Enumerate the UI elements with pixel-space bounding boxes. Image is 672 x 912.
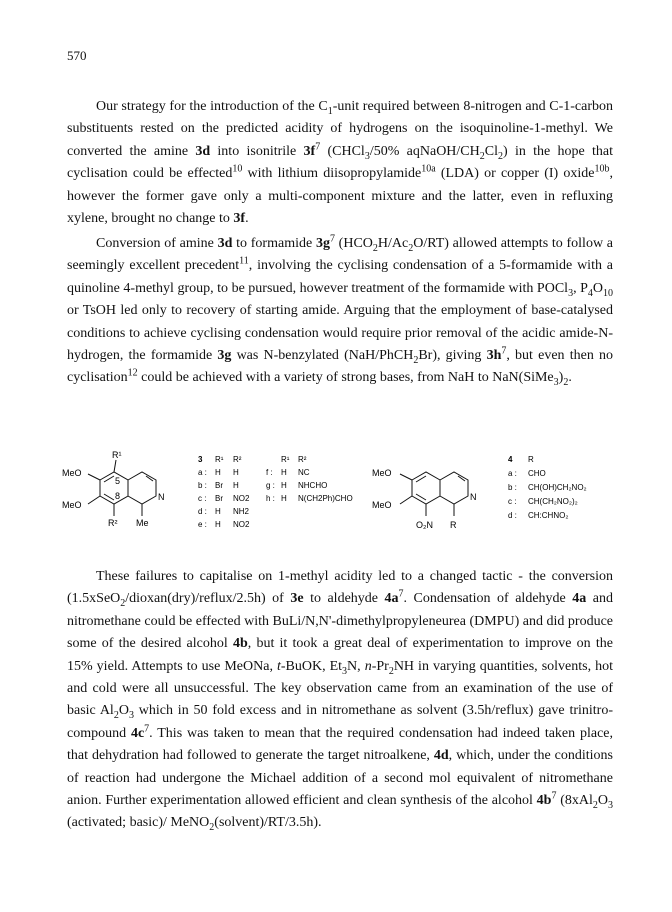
table3-row-d-r2: NH2 bbox=[233, 507, 250, 516]
text-run: These failures to capitalise on 1-methyl acidity led to a changed tactic - the conversion (1.5xSeO bbox=[67, 569, 613, 607]
text-run: O bbox=[597, 793, 608, 809]
table4-row-c-r: CH(CH₂NO₂)₂ bbox=[528, 497, 578, 506]
text-run: 2 bbox=[413, 354, 419, 366]
text-run: to aldehyde bbox=[303, 591, 385, 607]
text-run: O bbox=[118, 703, 129, 719]
text-run: Our strategy for the introduction of the C bbox=[96, 99, 328, 114]
text-run: 4b bbox=[232, 636, 248, 652]
text-run: 3f bbox=[233, 211, 246, 227]
left-r1-label: R¹ bbox=[112, 450, 122, 460]
text-run: 4a bbox=[384, 591, 399, 607]
text-run: ) in the hope that cyclisation could be effected bbox=[67, 143, 613, 182]
text-run: O/RT) allowed attempts to follow a seemingly excellent precedent bbox=[67, 236, 613, 274]
text-run: NH in varying quantities, solvents, hot and cold were all unsuccessful. The key observation came from an examination of the use of basic Al bbox=[67, 658, 613, 719]
text-run: 4 bbox=[587, 287, 593, 299]
text-run: 3 bbox=[608, 799, 613, 811]
page-number: 570 bbox=[67, 48, 87, 63]
text-run: (HCO bbox=[334, 236, 373, 251]
text-run: was N-benzylated (NaH/PhCH bbox=[231, 348, 414, 364]
text-run: 4c bbox=[130, 725, 145, 741]
text-run: 7 bbox=[144, 723, 150, 735]
text-run: . bbox=[568, 370, 572, 386]
text-run: 3 bbox=[568, 287, 574, 299]
text-run: N, bbox=[347, 658, 365, 674]
table3-row-a-r2: H bbox=[233, 468, 239, 477]
table4-title: 4 bbox=[508, 455, 513, 464]
table3-row-a-r1: H bbox=[215, 468, 221, 477]
table-4 bbox=[508, 455, 587, 520]
text-run: (activated; basic)/ MeNO bbox=[67, 815, 210, 831]
text-run: -BuOK, Et bbox=[280, 658, 343, 674]
table3-header-r1b: R¹ bbox=[281, 455, 290, 464]
left-meo-top-label: MeO bbox=[62, 468, 82, 478]
text-run: 1 bbox=[327, 105, 333, 117]
text-run: /dioxan(dry)/reflux/2.5h) of bbox=[125, 591, 291, 607]
table3-row-h-r1: H bbox=[281, 494, 287, 503]
table3-row-h-key: h : bbox=[266, 494, 275, 503]
text-run: n bbox=[364, 658, 372, 674]
table3-header-r2: R² bbox=[233, 455, 242, 464]
text-run: 3g bbox=[315, 236, 330, 251]
table3-row-f-key: f : bbox=[266, 468, 273, 477]
text-run: 10 bbox=[232, 163, 243, 175]
text-run: 4b bbox=[536, 793, 552, 809]
text-run: which in 50 fold excess and in nitromethane as solvent (3.5h/reflux) gave trinitro-compound bbox=[67, 703, 613, 741]
right-meo-top-label: MeO bbox=[372, 468, 392, 478]
table4-row-b-r: CH(OH)CH₂NO₂ bbox=[528, 483, 587, 492]
table4-row-a-r: CHO bbox=[528, 469, 546, 478]
text-run: 3d bbox=[217, 236, 233, 251]
right-meo-bottom-label: MeO bbox=[372, 500, 392, 510]
table4-row-a-key: a : bbox=[508, 469, 517, 478]
table3-row-g-r2: NHCHO bbox=[298, 481, 328, 490]
table4-row-d-key: d : bbox=[508, 511, 517, 520]
text-run: (LDA) or copper (I) oxide bbox=[435, 166, 595, 182]
text-run: or TsOH led only to recovery of starting amide. Arguing that the employment of base-catalysed conditions to achieve cyclising condensation would require prior removal of the acidic amide-N-hydrogen, the formamide bbox=[67, 303, 613, 364]
table3-row-b-key: b : bbox=[198, 481, 207, 490]
table3-title: 3 bbox=[198, 455, 203, 464]
text-run: . Condensation of aldehyde bbox=[403, 591, 573, 607]
text-run: -unit required between 8-nitrogen and C-1-carbon substituents rested on the predicted acidity of hydrogens on the isoquinoline-1-methyl. We converted the amine bbox=[67, 99, 613, 159]
text-run: (CHCl bbox=[320, 143, 365, 159]
table3-row-d-r1: H bbox=[215, 507, 221, 516]
paragraph-strategy bbox=[67, 96, 613, 230]
text-run: 2 bbox=[209, 822, 215, 834]
isoquinoline-right bbox=[400, 472, 468, 516]
text-run: 4d bbox=[433, 748, 449, 764]
text-run: 3 bbox=[553, 377, 559, 389]
text-run: 3 bbox=[128, 710, 134, 722]
left-me-label: Me bbox=[136, 518, 149, 528]
table3-row-b-r1: Br bbox=[215, 481, 223, 490]
table3-row-g-key: g : bbox=[266, 481, 275, 490]
text-run: 3g bbox=[217, 348, 232, 364]
text-run: 2 bbox=[388, 665, 394, 677]
table3-header-r2b: R² bbox=[298, 455, 307, 464]
text-run: , which, under the conditions of reaction had undergone the Michael addition of a second mol equivalent of nitromethane anion. Further experimentation allowed efficient and clean synthesis of the alcohol bbox=[67, 748, 613, 809]
text-run: 10b bbox=[594, 163, 610, 175]
left-meo-bottom-label: MeO bbox=[62, 500, 82, 510]
table3-row-b-r2: H bbox=[233, 481, 239, 490]
text-run: Conversion of amine bbox=[96, 236, 218, 251]
text-run: to formamide bbox=[232, 236, 316, 251]
text-run: 3f bbox=[303, 143, 316, 159]
text-run: , but it took a great deal of experimentation to improve on the 15% yield. Attempts to use MeONa, bbox=[67, 636, 613, 674]
text-run: 7 bbox=[329, 233, 335, 245]
text-run: 7 bbox=[315, 141, 321, 153]
table3-row-e-r1: H bbox=[215, 520, 221, 529]
text-run: , involving the cyclising condensation of a 5-formamide with a quinoline 4-methyl group, to be pursued, however treatment of the formamide with POCl bbox=[67, 258, 613, 296]
text-run: with lithium diisopropylamide bbox=[242, 166, 422, 182]
table3-row-c-key: c : bbox=[198, 494, 207, 503]
text-run: 7 bbox=[501, 345, 507, 357]
table3-row-g-r1: H bbox=[281, 481, 287, 490]
left-position-5-label: 5 bbox=[115, 476, 121, 486]
table-3 bbox=[198, 455, 353, 529]
text-run: H/Ac bbox=[377, 236, 409, 251]
left-nitrogen-label: N bbox=[158, 492, 165, 502]
text-run: O bbox=[592, 280, 603, 296]
structure-drawing bbox=[60, 446, 620, 550]
text-run: 3 bbox=[364, 150, 370, 162]
text-run: 10a bbox=[421, 163, 436, 175]
right-o2n-label: O₂N bbox=[416, 520, 433, 530]
paragraph-failures bbox=[67, 566, 613, 835]
table3-row-f-r1: H bbox=[281, 468, 287, 477]
table3-header-r1: R¹ bbox=[215, 455, 224, 464]
text-run: 12 bbox=[127, 367, 138, 379]
text-run: /50% aqNaOH/CH bbox=[369, 143, 480, 159]
table3-row-e-r2: NO2 bbox=[233, 520, 250, 529]
left-position-8-label: 8 bbox=[115, 491, 121, 501]
text-run: into isonitrile bbox=[210, 143, 304, 159]
text-run: 2 bbox=[120, 598, 126, 610]
text-run: , however the former gave only a multi-component mixture and the latter, even in refluxing xylene, brought no change to bbox=[67, 166, 613, 227]
text-run: 2 bbox=[372, 242, 378, 254]
text-run: 2 bbox=[479, 150, 485, 162]
table3-row-a-key: a : bbox=[198, 468, 207, 477]
text-run: 2 bbox=[408, 242, 414, 254]
text-run: 3e bbox=[290, 591, 304, 607]
text-run: -Pr bbox=[371, 658, 389, 674]
table3-row-c-r1: Br bbox=[215, 494, 223, 503]
text-run: 11 bbox=[239, 255, 249, 267]
paragraph-formamide bbox=[67, 233, 613, 390]
text-run: (8xAl bbox=[556, 793, 593, 809]
text-run: 3 bbox=[342, 665, 348, 677]
text-run: 2 bbox=[592, 799, 598, 811]
table3-row-e-key: e : bbox=[198, 520, 207, 529]
isoquinoline-left bbox=[88, 460, 156, 516]
text-run: 4a bbox=[572, 591, 587, 607]
right-nitrogen-label: N bbox=[470, 492, 477, 502]
table3-row-h-r2: N(CH2Ph)CHO bbox=[298, 494, 353, 503]
text-run: , but even then no cyclisation bbox=[67, 348, 613, 386]
text-run: 3d bbox=[195, 143, 211, 159]
right-r-label: R bbox=[450, 520, 457, 530]
table3-row-f-r2: NC bbox=[298, 468, 310, 477]
text-run: 10 bbox=[603, 287, 613, 299]
left-r2-label: R² bbox=[108, 518, 118, 528]
text-run: 7 bbox=[398, 588, 404, 600]
text-run: Cl bbox=[484, 143, 498, 159]
text-run: t bbox=[276, 658, 281, 674]
text-run: 7 bbox=[551, 790, 557, 802]
text-run: 2 bbox=[498, 150, 503, 162]
text-run: and nitromethane could be effected with BuLi/N,N'-dimethylpropyleneurea (DMPU) and did produce some of the desired alcohol bbox=[67, 591, 613, 652]
text-run: 3h bbox=[486, 348, 502, 364]
table3-row-c-r2: NO2 bbox=[233, 494, 250, 503]
text-run: ) bbox=[558, 370, 564, 386]
structure-figure bbox=[60, 446, 620, 550]
text-run: could be achieved with a variety of strong bases, from NaH to NaN(SiMe bbox=[137, 370, 554, 386]
table3-row-d-key: d : bbox=[198, 507, 207, 516]
table4-row-d-r: CH:CHNO₂ bbox=[528, 511, 569, 520]
text-run: . This was taken to mean that the required condensation had indeed taken place, that dehydration had followed to generate the target nitroalkene, bbox=[67, 725, 614, 764]
table4-row-c-key: c : bbox=[508, 497, 517, 506]
text-run: Br), giving bbox=[418, 348, 487, 364]
table4-header-r: R bbox=[528, 455, 534, 464]
text-run: (solvent)/RT/3.5h). bbox=[214, 815, 322, 831]
text-run: . bbox=[245, 211, 249, 227]
table4-row-b-key: b : bbox=[508, 483, 517, 492]
text-run: , P bbox=[573, 280, 588, 296]
text-run: 2 bbox=[113, 710, 119, 722]
text-run: 2 bbox=[563, 377, 569, 389]
